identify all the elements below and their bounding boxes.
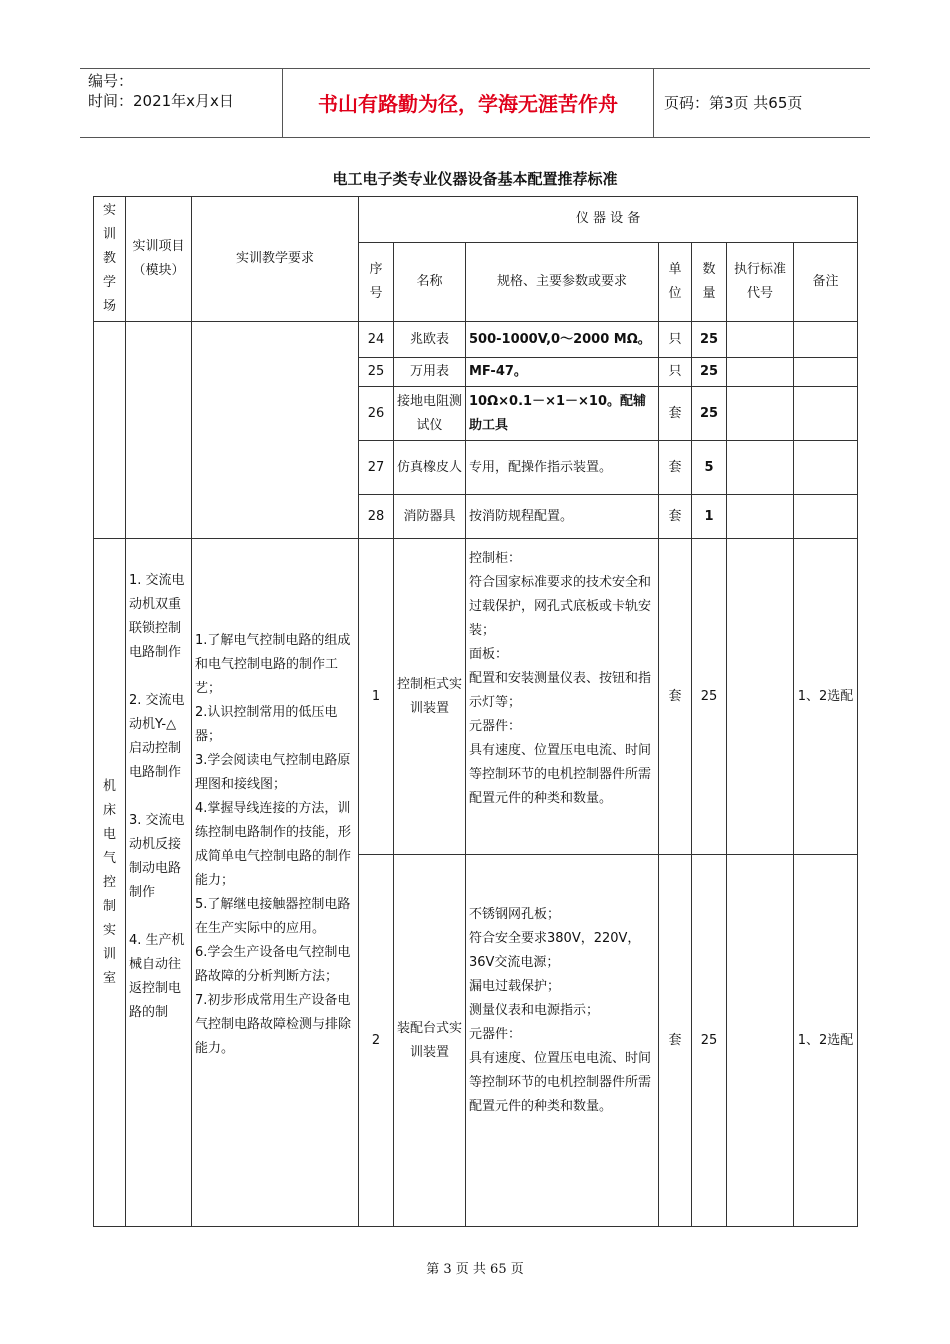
- note-cell: [794, 322, 858, 358]
- header-project: 实训项目（模块）: [126, 197, 192, 322]
- spec-cell: 500-1000V,0～2000 MΩ。: [466, 322, 659, 358]
- qty-cell: 25: [692, 539, 727, 855]
- header-venue: 实训教学场: [94, 197, 126, 322]
- table-header-row: [94, 197, 858, 243]
- name-cell: 接地电阻测试仪: [394, 387, 466, 441]
- qty-cell: 5: [692, 441, 727, 495]
- requirement-cell-empty: [192, 322, 359, 539]
- spec-cell: 控制柜： 符合国家标准要求的技术安全和过载保护，网孔式底板或卡轨安装； 面板： 配置和安装测量仪表、按钮和指示灯等； 元器件： 具有速度、位置压电电流、时间等控制环节的电机控制器件所需配置元件的种类和数量。: [466, 539, 659, 855]
- unit-cell: 只: [659, 358, 692, 387]
- seq-cell: 25: [359, 358, 394, 387]
- note-cell: [794, 441, 858, 495]
- requirement-cell: 1.了解电气控制电路的组成和电气控制电路的制作工艺； 2.认识控制常用的低压电器； 3.学会阅读电气控制电路原理图和接线图； 4.掌握导线连接的方法，训练控制电路制作的技能，形成简单电气控制电路的制作能力； 5.了解继电接触器控制电路在生产实际中的应用。 6.学会生产设备电气控制电路故障的分析判断方法； 7.初步形成常用生产设备电气控制电路故障检测与排除能力。: [192, 539, 359, 1227]
- spec-cell: 不锈钢网孔板； 符合安全要求380V，220V，36V交流电源； 漏电过载保护； 测量仪表和电源指示； 元器件： 具有速度、位置压电电流、时间等控制环节的电机控制器件所需配置元件的种类和数量。: [466, 855, 659, 1227]
- note-cell: 1、2选配: [794, 539, 858, 855]
- spec-cell: 按消防规程配置。: [466, 495, 659, 539]
- seq-cell: 28: [359, 495, 394, 539]
- standard-cell: [727, 539, 794, 855]
- qty-cell: 1: [692, 495, 727, 539]
- header-name: 名称: [394, 242, 466, 321]
- unit-cell: 套: [659, 441, 692, 495]
- spec-cell: 专用，配操作指示装置。: [466, 441, 659, 495]
- standard-cell: [727, 322, 794, 358]
- table-row: [94, 539, 858, 855]
- header-equipment: 仪 器 设 备: [359, 197, 858, 243]
- note-cell: [794, 387, 858, 441]
- standard-cell: [727, 441, 794, 495]
- standard-cell: [727, 855, 794, 1227]
- venue-cell-empty: [94, 322, 126, 539]
- name-cell: 仿真橡皮人: [394, 441, 466, 495]
- name-cell: 兆欧表: [394, 322, 466, 358]
- header-motto: 书山有路勤为径，学海无涯苦作舟: [282, 69, 654, 137]
- header-unit: 单位: [659, 242, 692, 321]
- header-standard: 执行标准代号: [727, 242, 794, 321]
- header-spec: 规格、主要参数或要求: [466, 242, 659, 321]
- note-cell: 1、2选配: [794, 855, 858, 1227]
- qty-cell: 25: [692, 387, 727, 441]
- project-cell-empty: [126, 322, 192, 539]
- unit-cell: 套: [659, 855, 692, 1227]
- number-label: 编号：: [88, 72, 134, 90]
- qty-cell: 25: [692, 322, 727, 358]
- spec-cell: 10Ω×0.1－×1－×10。配辅助工具: [466, 387, 659, 441]
- seq-cell: 27: [359, 441, 394, 495]
- header-meta: [80, 69, 282, 137]
- seq-cell: 24: [359, 322, 394, 358]
- table-row: [94, 322, 858, 358]
- page-header: [80, 68, 870, 138]
- header-seq: 序号: [359, 242, 394, 321]
- standard-cell: [727, 387, 794, 441]
- header-qty: 数量: [692, 242, 727, 321]
- seq-cell: 2: [359, 855, 394, 1227]
- standard-cell: [727, 358, 794, 387]
- qty-cell: 25: [692, 358, 727, 387]
- note-cell: [794, 358, 858, 387]
- standard-cell: [727, 495, 794, 539]
- page-footer: 第 3 页 共 65 页: [426, 1262, 524, 1277]
- time-label: 时间：2021年x月x日: [88, 92, 234, 110]
- project-cell: 1. 交流电动机双重联锁控制电路制作 2. 交流电动机Y-△启动控制电路制作 3. 交流电动机反接制动电路制作 4. 生产机械自动往返控制电路的制: [126, 539, 192, 1227]
- seq-cell: 26: [359, 387, 394, 441]
- venue-cell: 机床电气控制实训室: [94, 539, 126, 1227]
- qty-cell: 25: [692, 855, 727, 1227]
- note-cell: [794, 495, 858, 539]
- name-cell: 消防器具: [394, 495, 466, 539]
- name-cell: 控制柜式实训装置: [394, 539, 466, 855]
- equipment-table: [93, 196, 858, 1227]
- seq-cell: 1: [359, 539, 394, 855]
- header-note: 备注: [794, 242, 858, 321]
- spec-cell: MF-47。: [466, 358, 659, 387]
- unit-cell: 套: [659, 387, 692, 441]
- name-cell: 万用表: [394, 358, 466, 387]
- name-cell: 装配台式实训装置: [394, 855, 466, 1227]
- unit-cell: 套: [659, 539, 692, 855]
- header-requirement: 实训教学要求: [192, 197, 359, 322]
- header-page-label: 页码：第3页 共65页: [664, 94, 803, 112]
- unit-cell: 只: [659, 322, 692, 358]
- unit-cell: 套: [659, 495, 692, 539]
- document-title: 电工电子类专业仪器设备基本配置推荐标准: [332, 170, 618, 188]
